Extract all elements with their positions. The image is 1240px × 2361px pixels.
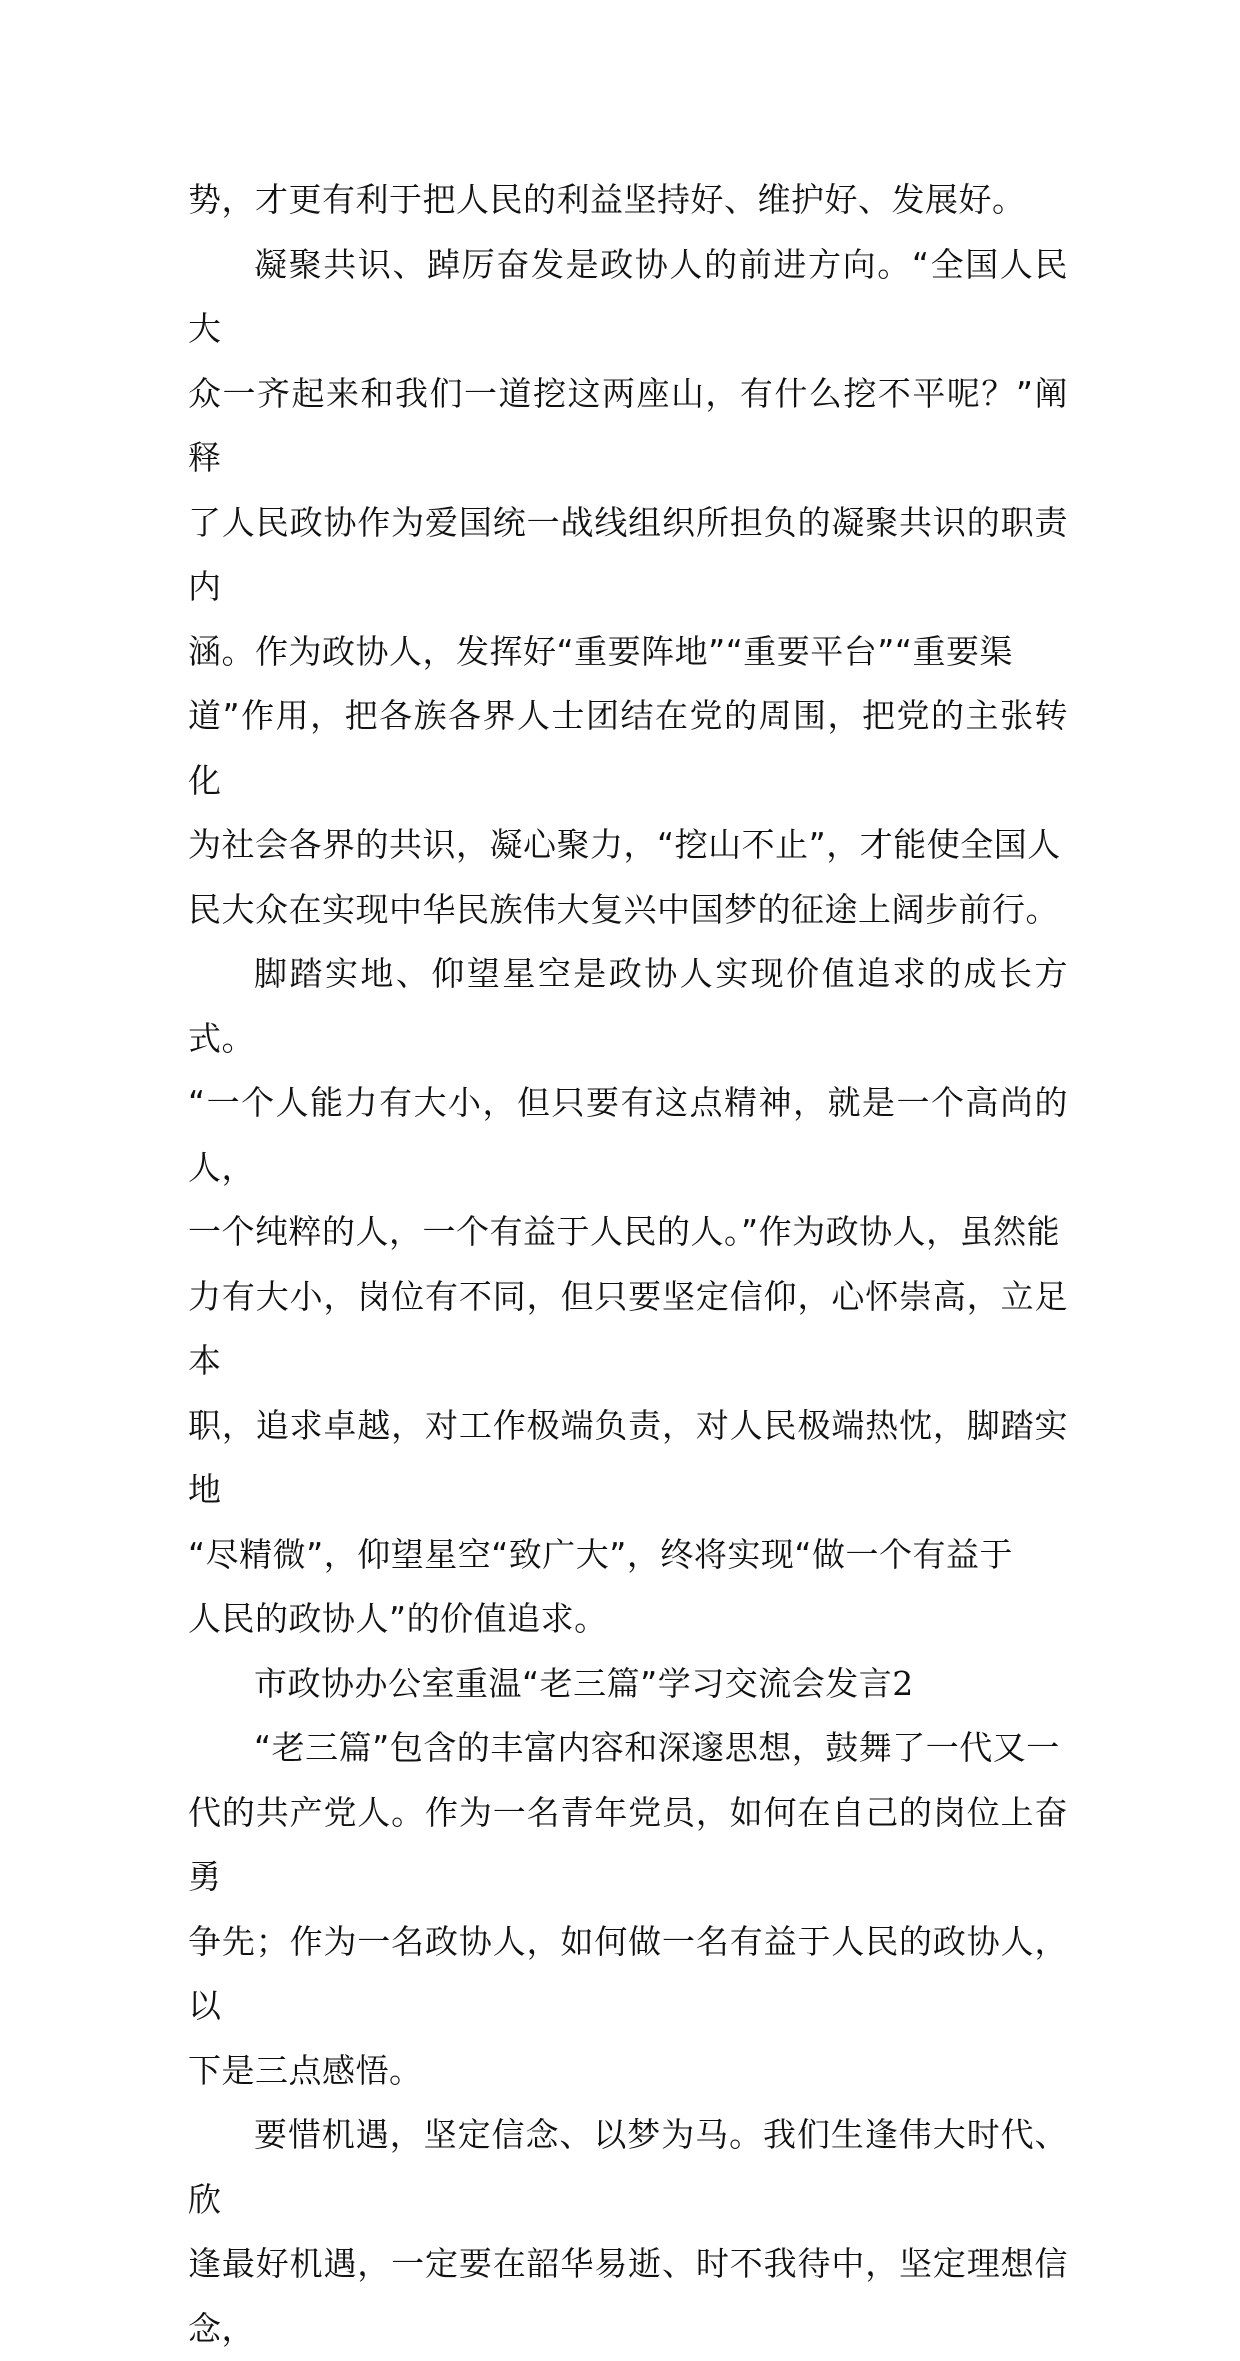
text-line: 涵。作为政协人，发挥好“重要阵地”“重要平台”“重要渠	[188, 631, 1013, 671]
paragraph	[188, 942, 1068, 1652]
text-line: 为社会各界的共识，凝心聚力，“挖山不止”，才能使全国人	[188, 825, 1061, 864]
text-line: 逢最好机遇，一定要在韶华易逝、时不我待中，坚定理想信念，	[188, 2244, 1068, 2348]
paragraph	[188, 233, 1068, 943]
text-line: 势，才更有利于把人民的利益坚持好、维护好、发展好。	[188, 180, 1026, 219]
text-line: 民大众在实现中华民族伟大复兴中国梦的征途上阔步前行。	[188, 889, 1059, 929]
text-line: 力有大小，岗位有不同，但只要坚定信仰，心怀崇高，立足本	[188, 1276, 1068, 1380]
section-heading	[188, 1652, 1068, 1717]
text-line: “一个人能力有大小，但只要有这点精神，就是一个高尚的人，	[188, 1083, 1068, 1187]
paragraph	[188, 168, 1068, 233]
text-line: “老三篇”包含的丰富内容和深邃思想，鼓舞了一代又一	[254, 1728, 1060, 1767]
paragraph	[188, 2103, 1068, 2361]
text-line: 代的共产党人。作为一名青年党员，如何在自己的岗位上奋勇	[188, 1792, 1068, 1896]
paragraph	[188, 1716, 1068, 2103]
text-line: 要惜机遇，坚定信念、以梦为马。我们生逢伟大时代、欣	[188, 2115, 1068, 2219]
text-line: 了人民政协作为爱国统一战线组织所担负的凝聚共识的职责内	[188, 502, 1068, 606]
text-line: 职，追求卓越，对工作极端负责，对人民极端热忱，脚踏实地	[188, 1405, 1068, 1509]
text-line: 争先；作为一名政协人，如何做一名有益于人民的政协人，以	[188, 1921, 1068, 2025]
text-line: 一个纯粹的人，一个有益于人民的人。”作为政协人，虽然能	[188, 1212, 1061, 1251]
text-line: 下是三点感悟。	[188, 2050, 423, 2090]
text-line: 道”作用，把各族各界人士团结在党的周围，把党的主张转化	[188, 696, 1068, 800]
document-body	[188, 168, 1068, 2361]
section-heading-number: 2	[892, 1663, 914, 1703]
text-line: 人民的政协人”的价值追求。	[188, 1599, 608, 1638]
text-line: 凝聚共识、踔厉奋发是政协人的前进方向。“全国人民大	[188, 244, 1068, 348]
section-heading-text: 市政协办公室重温“老三篇”学习交流会发言	[254, 1663, 893, 1703]
text-line: “尽精微”，仰望星空“致广大”，终将实现“做一个有益于	[188, 1534, 1013, 1574]
text-line: 众一齐起来和我们一道挖这两座山，有什么挖不平呢？”阐释	[188, 373, 1068, 477]
text-line: 脚踏实地、仰望星空是政协人实现价值追求的成长方式。	[188, 954, 1068, 1058]
